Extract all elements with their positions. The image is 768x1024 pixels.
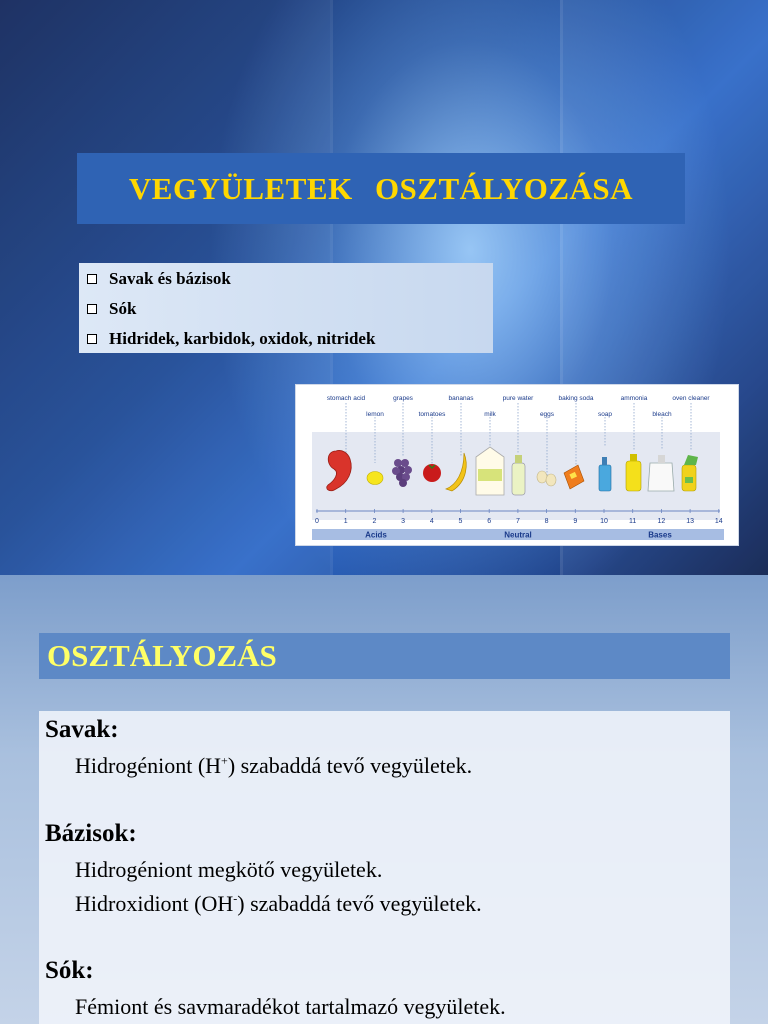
ph-tick-label: 7	[515, 518, 520, 525]
ph-scale-image	[295, 384, 739, 546]
ph-tick-label: 13	[686, 518, 694, 525]
term-bases: Bázisok:	[45, 820, 137, 847]
lemon-icon	[367, 472, 383, 485]
label-oven-cleaner: oven cleaner	[672, 395, 710, 402]
bullet-square-icon	[87, 334, 97, 344]
ph-tick-label: 11	[629, 518, 637, 525]
superscript-plus: +	[221, 753, 228, 768]
bases-label: Bases	[648, 530, 672, 540]
label-eggs: eggs	[539, 411, 555, 418]
bullet-list	[79, 263, 493, 353]
milk-carton-icon	[476, 447, 504, 495]
label-soap: soap	[597, 411, 613, 418]
label-lemon: lemon	[366, 411, 384, 418]
label-tomatoes: tomatoes	[418, 411, 446, 418]
section-header	[39, 633, 730, 679]
label-ammonia: ammonia	[620, 395, 648, 402]
label-baking-soda: baking soda	[558, 395, 594, 402]
bullet-text: Sók	[109, 299, 137, 318]
label-milk: milk	[484, 411, 496, 418]
label-bananas: bananas	[448, 395, 474, 402]
bullet-text: Savak és bázisok	[109, 269, 231, 288]
ph-tick-label: 12	[657, 518, 666, 525]
acids-label: Acids	[365, 530, 387, 540]
description-text: ) szabaddá tevő vegyületek.	[237, 891, 482, 916]
neutral-label: Neutral	[504, 530, 532, 540]
ph-tick-label: 6	[487, 518, 492, 525]
bullet-item	[87, 269, 231, 289]
ph-tick-label: 10	[600, 518, 608, 525]
section-title: OSZTÁLYOZÁS	[47, 638, 277, 673]
description-bases-1: Hidrogéniont megkötő vegyületek.	[75, 857, 383, 882]
description-bases-2	[75, 891, 482, 917]
superscript-minus: -	[233, 891, 238, 906]
ph-tick-label: 9	[573, 518, 578, 525]
label-pure-water: pure water	[502, 395, 534, 402]
ph-tick-label: 0	[315, 518, 319, 525]
description-text: Hidrogéniont (H	[75, 753, 222, 778]
label-bleach: bleach	[652, 411, 672, 418]
ph-tick-label: 1	[343, 518, 348, 525]
term-acids: Savak:	[45, 716, 119, 743]
bullet-square-icon	[87, 274, 97, 284]
bullet-square-icon	[87, 304, 97, 314]
bullet-text: Hidridek, karbidok, oxidok, nitridek	[109, 329, 376, 348]
tomato-icon	[423, 464, 441, 482]
bullet-item	[87, 329, 375, 349]
content-box	[39, 711, 730, 1024]
label-stomach-acid: stomach acid	[326, 395, 366, 402]
description-text: ) szabaddá tevő vegyületek.	[227, 753, 473, 778]
slide-title: VEGYÜLETEK OSZTÁLYOZÁSA	[128, 170, 634, 206]
ph-tick-label: 2	[372, 518, 377, 525]
ph-tick-label: 4	[429, 518, 434, 525]
title-box	[77, 153, 685, 224]
description-acids	[75, 753, 472, 779]
slide-2	[0, 575, 768, 1024]
description-salts: Fémiont és savmaradékot tartalmazó vegyületek.	[75, 994, 506, 1019]
ph-tick-label: 14	[714, 518, 723, 525]
description-text: Hidroxidiont (OH	[75, 891, 234, 916]
bullet-item	[87, 299, 136, 319]
ph-tick-label: 8	[544, 518, 549, 525]
term-salts: Sók:	[45, 957, 94, 984]
ph-tick-label: 5	[458, 518, 463, 525]
ph-tick-label: 3	[401, 518, 406, 525]
label-grapes: grapes	[393, 395, 413, 402]
